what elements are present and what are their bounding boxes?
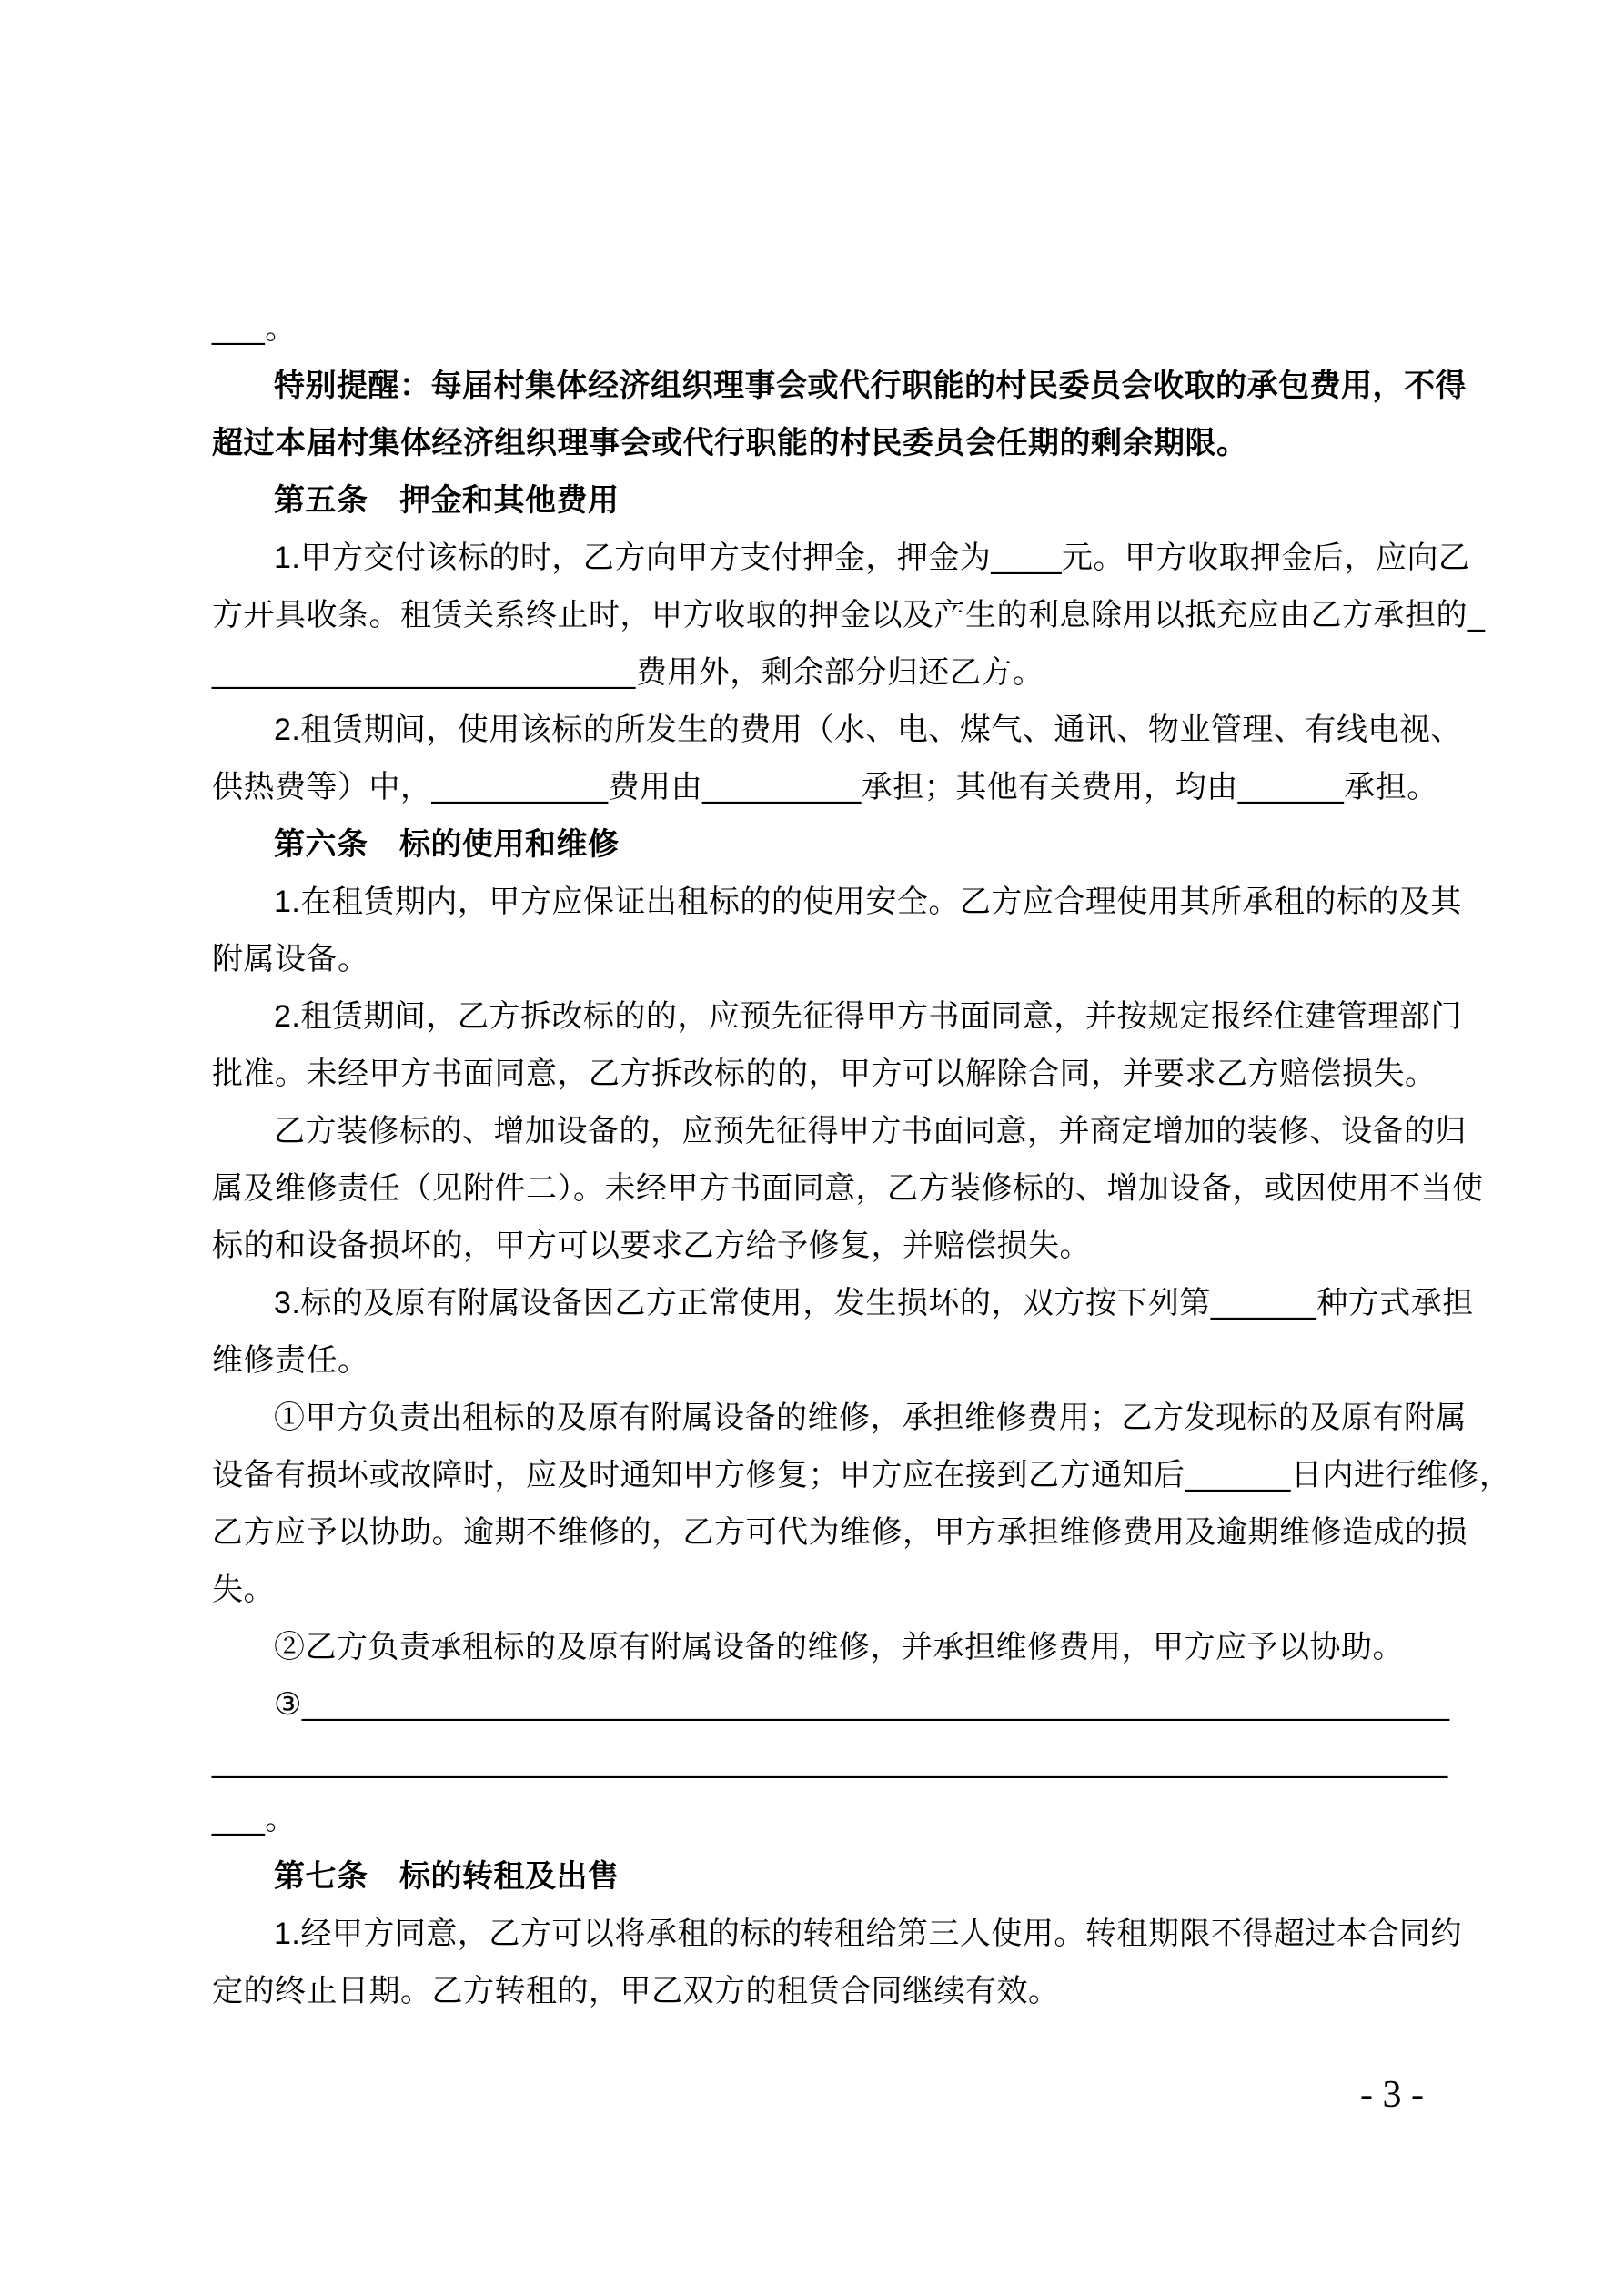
clause-7-item-1-line-1: 1.经甲方同意，乙方可以将承租的标的转租给第三人使用。转租期限不得超过本合同约 <box>274 1917 1462 1951</box>
clause-6-option-1-line-1: ①甲方负责出租标的及原有附属设备的维修，承担维修费用；乙方发现标的及原有附属 <box>274 1401 1467 1435</box>
clause-6-para-3-line-3: 标的和设备损坏的，甲方可以要求乙方给予修复，并赔偿损失。 <box>212 1229 1091 1263</box>
clause-5-heading: 第五条 押金和其他费用 <box>274 483 620 518</box>
clause-6-option-1-line-4: 失。 <box>212 1573 275 1607</box>
clause-7-heading: 第七条 标的转租及出售 <box>274 1859 620 1894</box>
special-reminder-line-2: 超过本届村集体经济组织理事会或代行职能的村民委员会任期的剩余期限。 <box>212 426 1248 460</box>
clause-6-item-2-line-2: 批准。未经甲方书面同意，乙方拆改标的的，甲方可以解除合同，并要求乙方赔偿损失。 <box>212 1057 1437 1091</box>
clause-6-para-3-line-1: 乙方装修标的、增加设备的，应预先征得甲方书面同意，并商定增加的装修、设备的归 <box>274 1114 1467 1148</box>
clause-6-para-3-line-2: 属及维修责任（见附件二）。未经甲方书面同意，乙方装修标的、增加设备，或因使用不当使 <box>212 1171 1484 1206</box>
clause-6-option-3-blank-line: ③_________________________________________________________________ <box>274 1687 1450 1722</box>
clause-5-item-2-line-1: 2.租赁期间，使用该标的所发生的费用（水、电、煤气、通讯、物业管理、有线电视、 <box>274 713 1462 747</box>
contract-body <box>212 300 1511 2020</box>
clause-6-option-1-line-2: 设备有损坏或故障时，应及时通知甲方修复；甲方应在接到乙方通知后______日内进行维修， <box>212 1458 1511 1492</box>
clause-6-item-1-line-1: 1.在租赁期内，甲方应保证出租标的的使用安全。乙方应合理使用其所承租的标的及其 <box>274 885 1462 919</box>
clause-5-item-1-line-1: 1.甲方交付该标的时，乙方向甲方支付押金，押金为____元。甲方收取押金后，应向乙 <box>274 541 1470 575</box>
blank-fill-line-end-2: ___。 <box>212 1802 297 1836</box>
clause-6-item-3-line-2: 维修责任。 <box>212 1343 369 1378</box>
clause-5-item-2-line-2: 供热费等）中，__________费用由_________承担；其他有关费用，均由______承担。 <box>212 770 1438 804</box>
continuation-blank-line: ______________________________________________________________________ <box>212 1745 1448 1779</box>
clause-6-option-2-line: ②乙方负责承租标的及原有附属设备的维修，并承担维修费用，甲方应予以协助。 <box>274 1630 1404 1664</box>
clause-6-item-1-line-2: 附属设备。 <box>212 942 369 976</box>
page-number: - 3 - <box>1360 2074 1424 2116</box>
clause-6-item-2-line-1: 2.租赁期间，乙方拆改标的的，应预先征得甲方书面同意，并按规定报经住建管理部门 <box>274 999 1462 1034</box>
blank-fill-line-end: ___。 <box>212 311 297 346</box>
clause-6-option-1-line-3: 乙方应予以协助。逾期不维修的，乙方可代为维修，甲方承担维修费用及逾期维修造成的损 <box>212 1515 1468 1550</box>
clause-7-item-1-line-2: 定的终止日期。乙方转租的，甲乙双方的租赁合同继续有效。 <box>212 1974 1060 2008</box>
clause-6-heading: 第六条 标的使用和维修 <box>274 827 620 862</box>
clause-5-item-1-line-2: 方开具收条。租赁关系终止时，甲方收取的押金以及产生的利息除用以抵充应由乙方承担的_ <box>212 598 1486 632</box>
clause-5-item-1-line-3: ________________________费用外，剩余部分归还乙方。 <box>212 655 1044 690</box>
clause-6-item-3-line-1: 3.标的及原有附属设备因乙方正常使用，发生损坏的，双方按下列第______种方式承担 <box>274 1286 1474 1320</box>
special-reminder-line-1: 特别提醒：每届村集体经济组织理事会或代行职能的村民委员会收取的承包费用，不得 <box>274 369 1467 403</box>
